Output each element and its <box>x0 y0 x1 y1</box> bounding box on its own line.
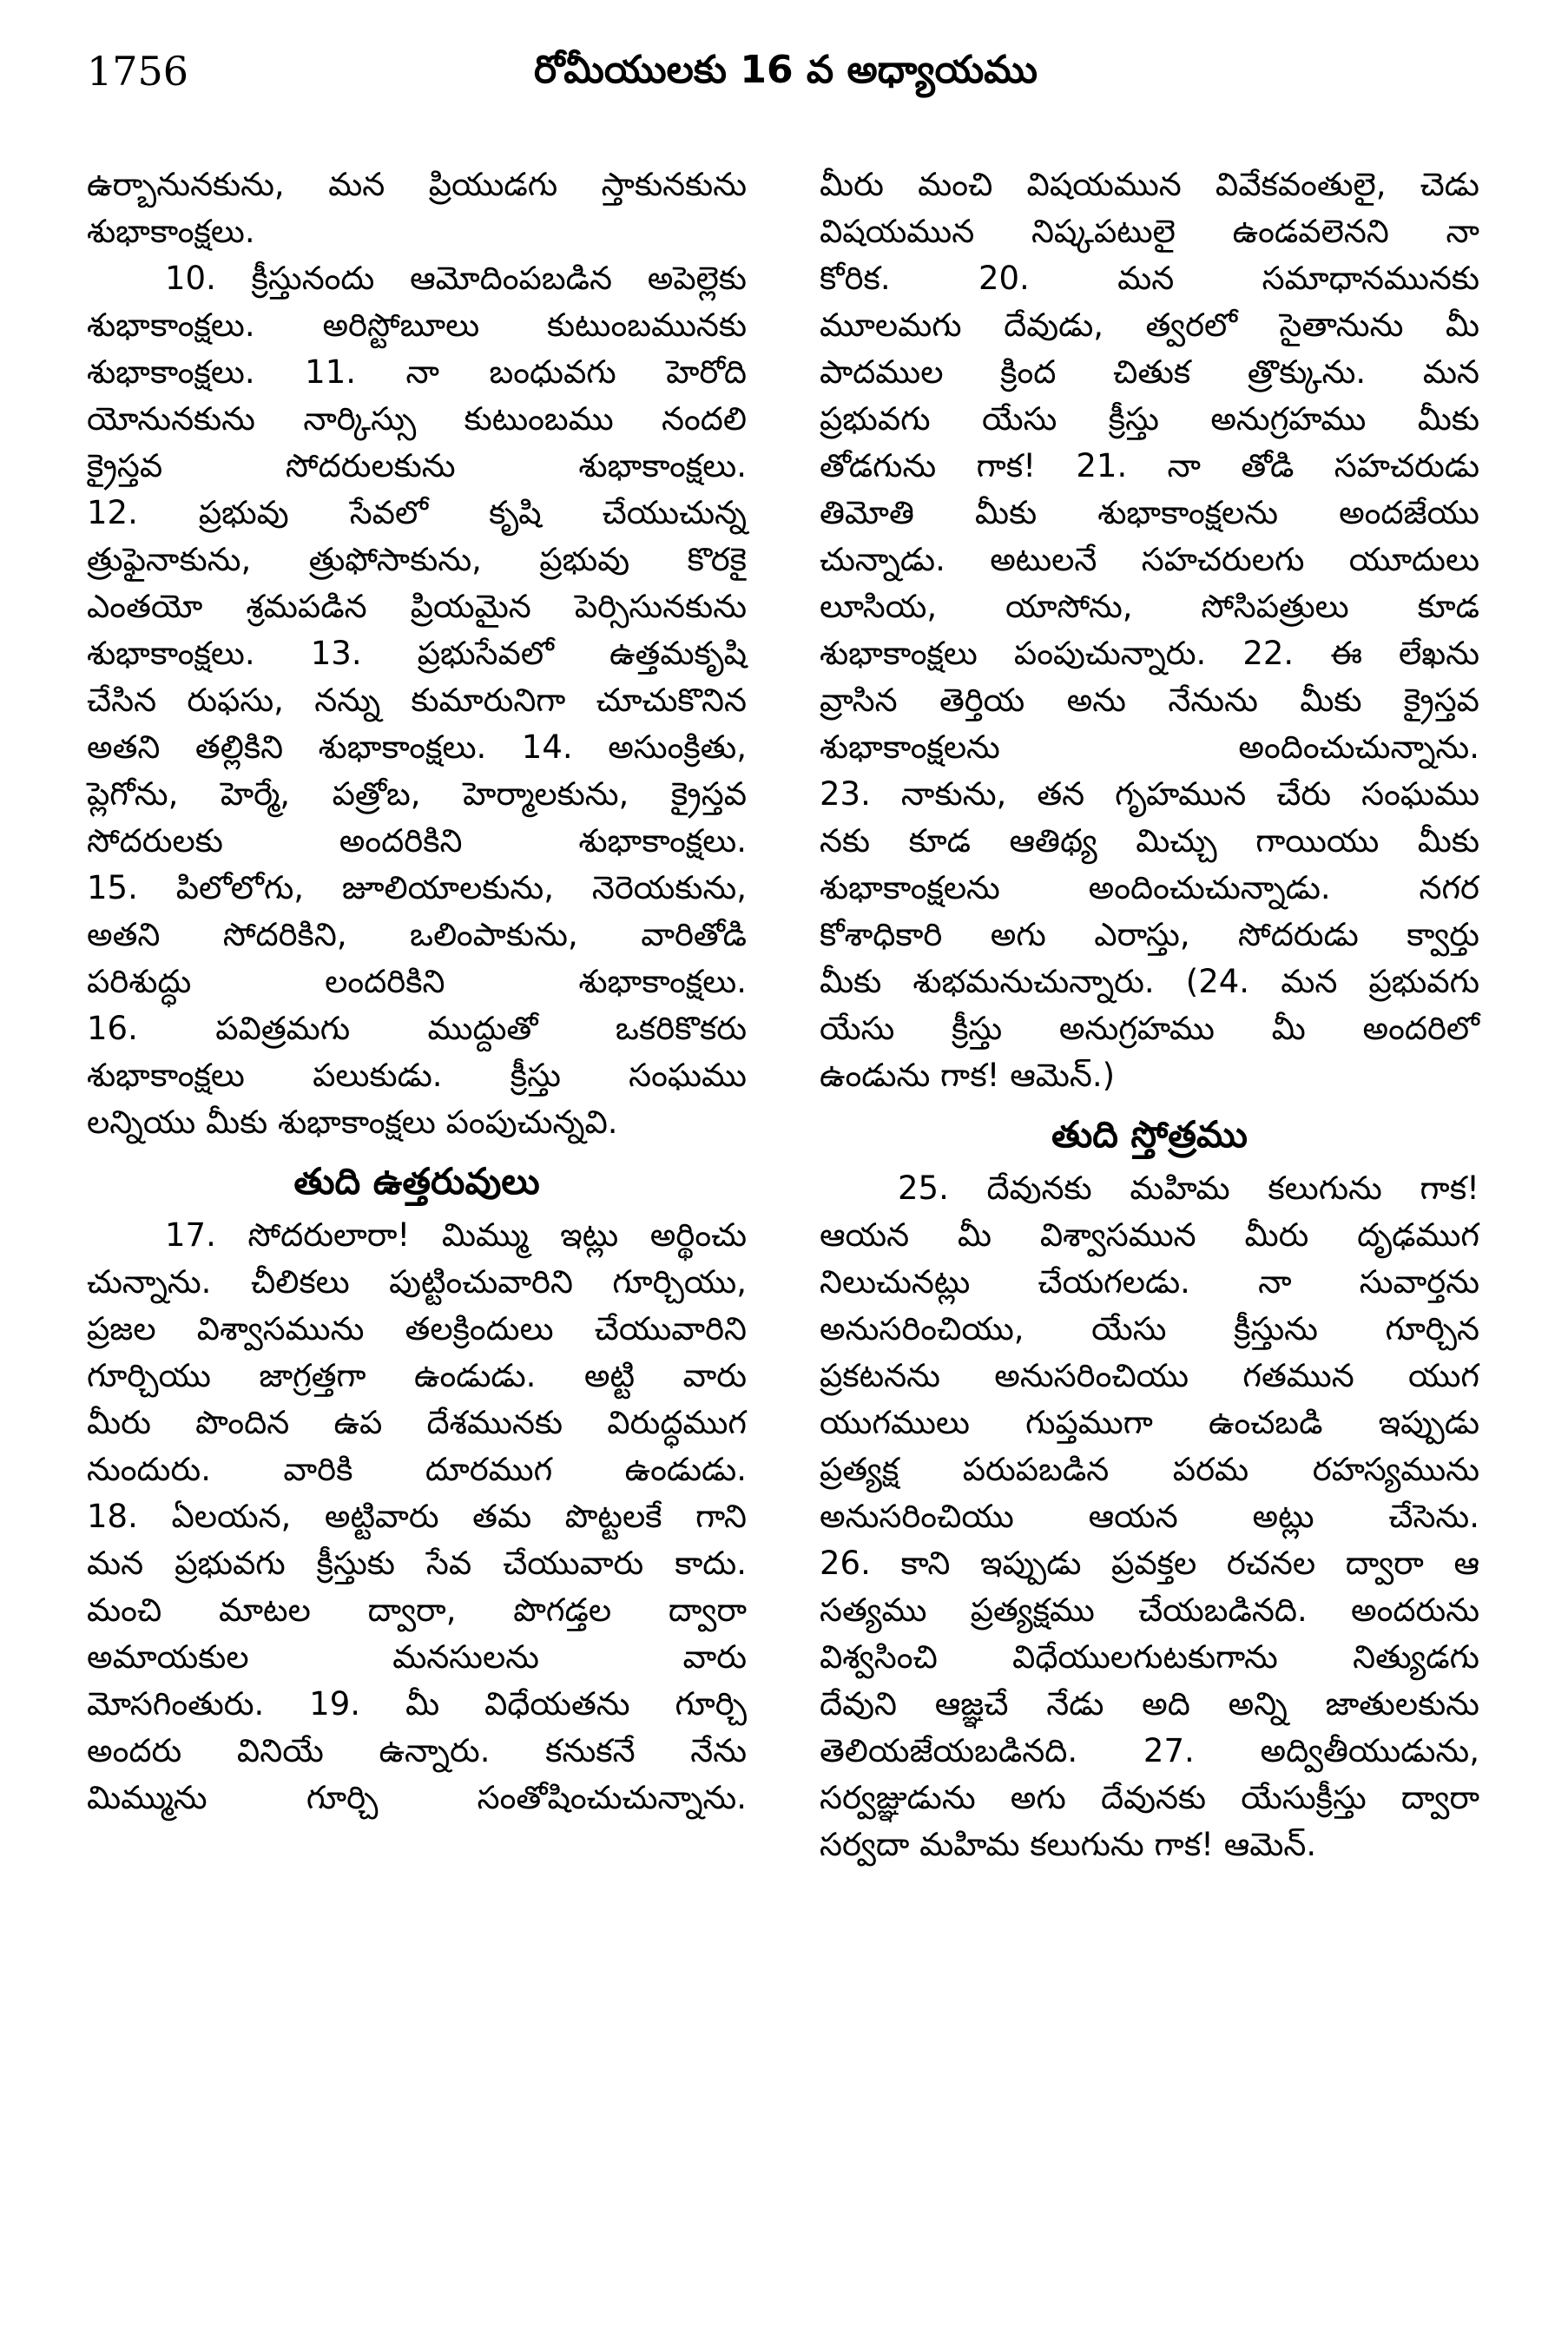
page-number: 1756 <box>87 48 189 95</box>
text-line: తోడగును గాక! 21. నా తోడి సహచరుడు <box>820 447 1479 484</box>
text-line: వ్రాసిన తెర్తియ అను నేనును మీకు క్రైస్తవ <box>820 682 1479 719</box>
text-line: అనుసరించియు ఆయన అట్లు చేసెను. <box>820 1498 1479 1535</box>
text-line: తిమోతి మీకు శుభాకాంక్షలను అందజేయు <box>820 494 1479 531</box>
text-line: అనుసరించియు, యేసు క్రీస్తును గూర్చిన <box>820 1310 1479 1347</box>
text-line: శుభాకాంక్షలు పలుకుడు. క్రీస్తు సంఘము <box>87 1057 747 1094</box>
text-line: గూర్చియు జాగ్రత్తగా ఉండుడు. అట్టి వారు <box>87 1357 747 1394</box>
text-line: అతని తల్లికిని శుభాకాంక్షలు. 14. అసుంక్రితు, <box>87 728 747 766</box>
text-line: 15. పిలోలోగు, జూలియాలకును, నెరెయకును, <box>87 869 747 906</box>
paragraph <box>87 161 747 255</box>
text-line: ఉండును గాక! ఆమెన్.) <box>820 1057 1116 1094</box>
text-line: 25. దేవునకు మహిమ కలుగును గాక! <box>898 1169 1479 1207</box>
text-line: ప్రజల విశ్వాసమును తలక్రిందులు చేయువారిని <box>87 1310 747 1347</box>
text-line: అమాయకుల మనసులను వారు <box>87 1638 747 1676</box>
text-line: కోరిక. 20. మన సమాధానమునకు <box>820 260 1479 297</box>
text-line: ఉర్బానునకును, మన ప్రియుడగు స్తాకునకును <box>87 166 747 203</box>
right-column <box>820 161 1479 1868</box>
running-title: రోమీయులకు 16 వ అధ్యాయము <box>534 48 1038 92</box>
text-line: శుభాకాంక్షలు. 11. నా బంధువగు హెరోది <box>87 353 747 391</box>
text-line: శుభాకాంక్షలు. <box>87 213 255 250</box>
text-line: చేసిన రుఫసు, నన్ను కుమారునిగా చూచుకొనిన <box>87 682 747 719</box>
text-line: శుభాకాంక్షలు. 13. ప్రభుసేవలో ఉత్తమకృషి <box>87 635 747 672</box>
text-line: ఆయన మీ విశ్వాసమున మీరు దృఢముగ <box>820 1216 1479 1254</box>
text-line: లన్నియు మీకు శుభాకాంక్షలు పంపుచున్నవి. <box>87 1104 618 1141</box>
page-header <box>87 48 1485 109</box>
text-line: ప్రత్యక్ష పరుపబడిన పరమ రహస్యమును <box>820 1451 1479 1488</box>
text-line: తెలియజేయబడినది. 27. అద్వితీయుడును, <box>820 1732 1479 1769</box>
text-line: ప్రభువగు యేసు క్రీస్తు అనుగ్రహము మీకు <box>820 400 1479 438</box>
text-line: మీకు శుభమనుచున్నారు. (24. మన ప్రభువగు <box>820 963 1479 1000</box>
text-line: 26. కాని ఇప్పుడు ప్రవక్తల రచనల ద్వారా ఆ <box>820 1545 1479 1582</box>
text-line: మన ప్రభువగు క్రీస్తుకు సేవ చేయువారు కాదు. <box>87 1545 747 1582</box>
text-line: శుభాకాంక్షలు పంపుచున్నారు. 22. ఈ లేఖను <box>820 635 1479 672</box>
text-line: శుభాకాంక్షలను అందించుచున్నాను. <box>820 728 1479 766</box>
text-line: యుగములు గుప్తముగా ఉంచబడి ఇప్పుడు <box>820 1404 1479 1441</box>
text-line: నిలుచునట్లు చేయగలడు. నా సువార్తను <box>820 1263 1479 1301</box>
text-line: నుందురు. వారికి దూరముగ ఉండుడు. <box>87 1451 747 1488</box>
paragraph <box>87 255 747 1146</box>
text-line: మూలమగు దేవుడు, త్వరలో సైతానును మీ <box>820 306 1479 344</box>
text-line: యేసు క్రీస్తు అనుగ్రహము మీ అందరిలో <box>820 1010 1479 1047</box>
text-line: మోసగింతురు. 19. మీ విధేయతను గూర్చి <box>87 1685 747 1723</box>
text-line: మీరు మంచి విషయమున వివేకవంతులై, చెడు <box>820 166 1479 203</box>
text-line: త్రుఫైనాకును, త్రుఫోసాకును, ప్రభువు కొరకై <box>87 541 747 578</box>
text-line: 17. సోదరులారా! మిమ్ము ఇట్లు అర్థించు <box>165 1216 747 1254</box>
text-line: 10. క్రీస్తునందు ఆమోదింపబడిన అపెల్లెకు <box>165 260 747 297</box>
text-line: విషయమున నిష్కపటులై ఉండవలెనని నా <box>820 213 1479 250</box>
text-line: దేవుని ఆజ్ఞచే నేడు అది అన్ని జాతులకును <box>820 1685 1479 1723</box>
text-line: 18. ఏలయన, అట్టివారు తమ పొట్టలకే గాని <box>87 1498 747 1535</box>
paragraph <box>820 161 1479 1099</box>
text-line: సోదరులకు అందరికిని శుభాకాంక్షలు. <box>87 822 747 860</box>
text-line: శుభాకాంక్షలు. అరిస్టోబూలు కుటుంబమునకు <box>87 306 747 344</box>
text-line: ఎంతయో శ్రమపడిన ప్రియమైన పెర్సిసునకును <box>87 588 747 625</box>
text-line: సర్వజ్ఞుడును అగు దేవునకు యేసుక్రీస్తు ద్వారా <box>820 1779 1479 1816</box>
text-line: చున్నాను. చీలికలు పుట్టించువారిని గూర్చియు, <box>87 1263 747 1301</box>
text-line: సర్వదా మహిమ కలుగును గాక! ఆమెన్. <box>820 1826 1317 1863</box>
text-line: మీరు పొందిన ఉప దేశమునకు విరుద్ధముగ <box>87 1404 747 1441</box>
text-line: 16. పవిత్రమగు ముద్దుతో ఒకరికొకరు <box>87 1010 747 1047</box>
text-line: క్రైస్తవ సోదరులకును శుభాకాంక్షలు. <box>87 447 747 484</box>
section-heading: తుది స్తోత్రము <box>1051 1113 1248 1156</box>
text-line: సత్యము ప్రత్యక్షము చేయబడినది. అందరును <box>820 1591 1479 1629</box>
text-line: శుభాకాంక్షలను అందించుచున్నాడు. నగర <box>820 869 1479 906</box>
text-line: ప్రకటనను అనుసరించియు గతమున యుగ <box>820 1357 1479 1394</box>
text-line: మంచి మాటల ద్వారా, పొగడ్తల ద్వారా <box>87 1591 747 1629</box>
left-column <box>87 161 747 1822</box>
paragraph <box>87 1212 747 1822</box>
text-line: ప్లెగోను, హెర్మే, పత్రోబ, హెర్మాలకును, క్రైస్తవ <box>87 775 747 813</box>
text-line: నకు కూడ ఆతిథ్య మిచ్చు గాయియు మీకు <box>820 822 1479 860</box>
text-line: చున్నాడు. అటులనే సహచరులగు యూదులు <box>820 541 1479 578</box>
text-line: 23. నాకును, తన గృహమున చేరు సంఘము <box>820 775 1479 813</box>
text-line: లూసియ, యాసోను, సోసిపత్రులు కూడ <box>820 588 1479 625</box>
text-line: అతని సోదరికిని, ఒలింపాకును, వారితోడి <box>87 916 747 953</box>
text-line: పాదముల క్రింద చితుక త్రొక్కును. మన <box>820 353 1479 391</box>
section-heading: తుది ఉత్తరువులు <box>293 1160 540 1202</box>
text-line: యోనునకును నార్కిస్సు కుటుంబము నందలి <box>87 400 747 438</box>
text-line: మిమ్మును గూర్చి సంతోషించుచున్నాను. <box>87 1779 747 1816</box>
text-line: అందరు వినియే ఉన్నారు. కనుకనే నేను <box>87 1732 747 1769</box>
text-line: కోశాధికారి అగు ఎరాస్తు, సోదరుడు క్వార్తు <box>820 916 1479 953</box>
text-line: విశ్వసించి విధేయులగుటకుగాను నిత్యుడగు <box>820 1638 1479 1676</box>
paragraph <box>820 1165 1479 1868</box>
text-line: పరిశుద్ధు లందరికిని శుభాకాంక్షలు. <box>87 963 747 1000</box>
text-line: 12. ప్రభువు సేవలో కృషి చేయుచున్న <box>87 494 747 531</box>
